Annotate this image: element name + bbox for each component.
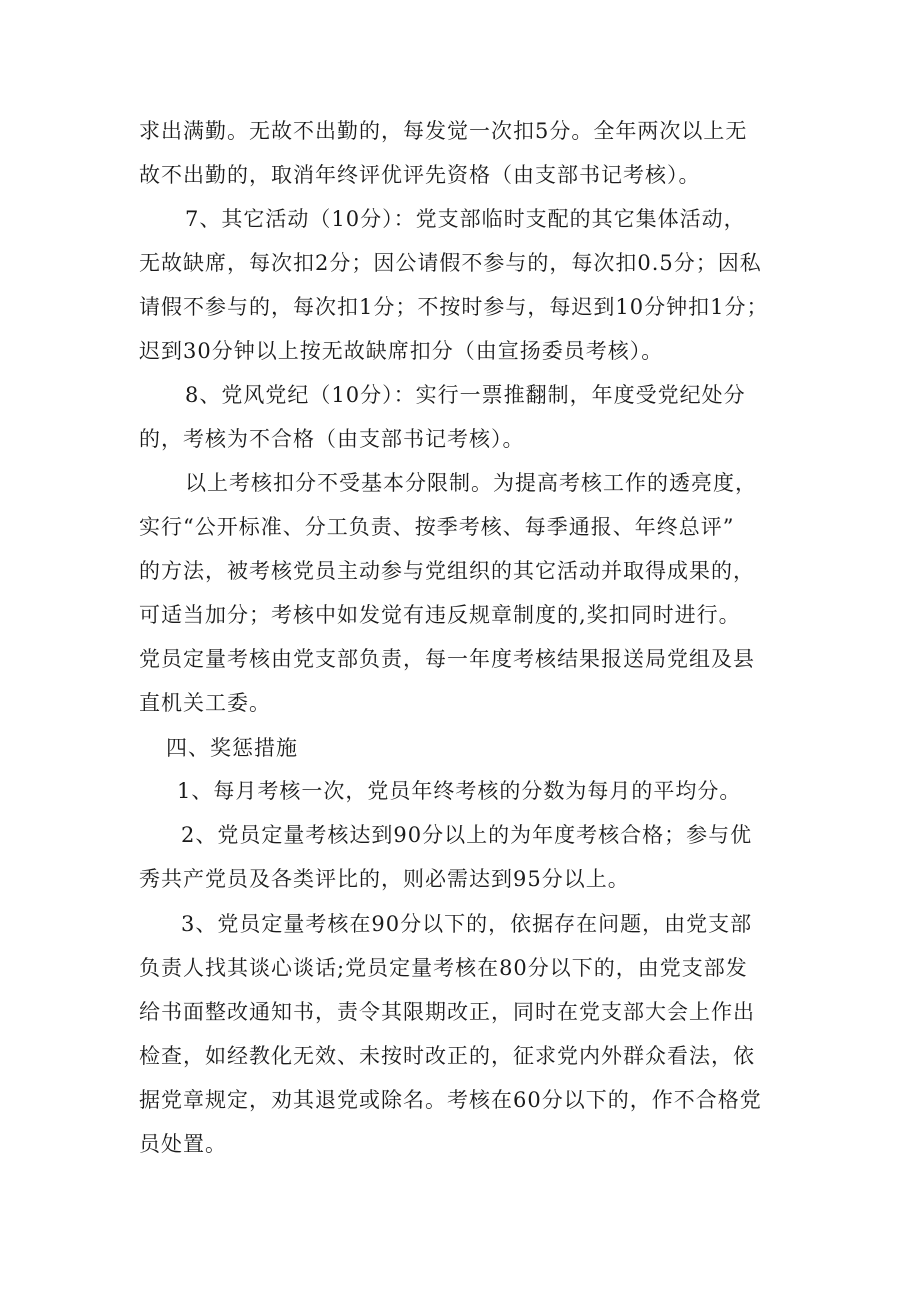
- text-line: 迟到30分钟以上按无故缺席扣分（由宣扬委员考核）。: [139, 339, 664, 363]
- paragraph-start-line: 以上考核扣分不受基本分限制。为提高考核工作的透亮度，: [185, 471, 757, 495]
- item-8-heading-line: 8、党风党纪（10分）：实行一票推翻制，年度受党纪处分: [185, 383, 746, 407]
- text-line: 员处置。: [139, 1132, 227, 1156]
- text-line: 实行“公开标准、分工负责、按季考核、每季通报、年终总评”: [139, 515, 735, 539]
- text-line: 给书面整改通知书，责令其限期改正，同时在党支部大会上作出: [139, 1000, 755, 1024]
- text-line: 无故缺席，每次扣2分；因公请假不参与的，每次扣0.5分；因私: [139, 251, 762, 275]
- text-line: 秀共产党员及各类评比的，则必需达到95分以上。: [139, 867, 630, 891]
- text-line: 直机关工委。: [139, 691, 271, 715]
- item-7-heading-line: 7、其它活动（10分）：党支部临时支配的其它集体活动，: [185, 207, 746, 231]
- text-line: 求出满勤。无故不出勤的，每发觉一次扣5分。全年两次以上无: [139, 119, 748, 143]
- text-line: 请假不参与的，每次扣1分；不按时参与，每迟到10分钟扣1分；: [139, 295, 769, 319]
- text-line: 据党章规定，劝其退党或除名。考核在60分以下的，作不合格党: [139, 1088, 762, 1112]
- text-line: 故不出勤的，取消年终评优评先资格（由支部书记考核）。: [139, 163, 701, 187]
- text-line: 负责人找其谈心谈话;党员定量考核在80分以下的，由党支部发: [139, 956, 748, 980]
- section-heading: 四、奖惩措施: [166, 736, 298, 760]
- text-line: 的，考核为不合格（由支部书记考核）。: [139, 427, 525, 451]
- text-line: 可适当加分；考核中如发觉有违反规章制度的,奖扣同时进行。: [139, 603, 741, 627]
- text-line: 检查，如经教化无效、未按时改正的，征求党内外群众看法，依: [139, 1044, 755, 1068]
- text-line: 的方法，被考核党员主动参与党组织的其它活动并取得成果的，: [139, 559, 755, 583]
- text-line: 党员定量考核由党支部负责，每一年度考核结果报送局党组及县: [139, 647, 755, 671]
- measure-2-line: 2、党员定量考核达到90分以上的为年度考核合格；参与优: [181, 823, 753, 847]
- measure-1-line: 1、每月考核一次，党员年终考核的分数为每月的平均分。: [177, 779, 742, 803]
- measure-3-line: 3、党员定量考核在90分以下的，依据存在问题，由党支部: [181, 912, 753, 936]
